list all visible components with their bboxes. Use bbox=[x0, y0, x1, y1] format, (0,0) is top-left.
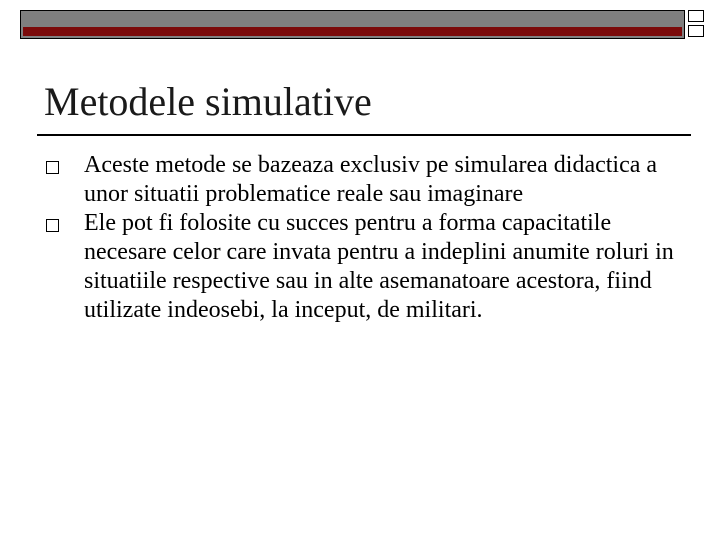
header-square-icon-top bbox=[688, 10, 704, 22]
bullet-text-2: Ele pot fi folosite cu succes pentru a forma capacitatile necesare celor care invata pentru a indeplini anumite roluri in situatiile respective sau in alte asemanatoare acestora, fiind utilizate indeosebi, la inceput, de militari. bbox=[84, 210, 674, 323]
header-squares bbox=[688, 10, 706, 39]
header-decoration-bar bbox=[20, 10, 685, 39]
slide-title: Metodele simulative bbox=[44, 79, 372, 124]
hollow-square-icon bbox=[46, 161, 59, 174]
hollow-square-icon bbox=[46, 219, 59, 232]
header-gray-stripe bbox=[23, 13, 682, 27]
bullet-text-1: Aceste metode se bazeaza exclusiv pe simularea didactica a unor situatii problematice reale sau imaginare bbox=[84, 152, 658, 207]
title-divider bbox=[37, 134, 691, 136]
header-red-stripe bbox=[23, 27, 682, 36]
bullet-list bbox=[44, 151, 684, 325]
header-square-icon-bottom bbox=[688, 25, 704, 37]
bullet-item-1 bbox=[44, 151, 684, 209]
bullet-item-2 bbox=[44, 209, 684, 325]
